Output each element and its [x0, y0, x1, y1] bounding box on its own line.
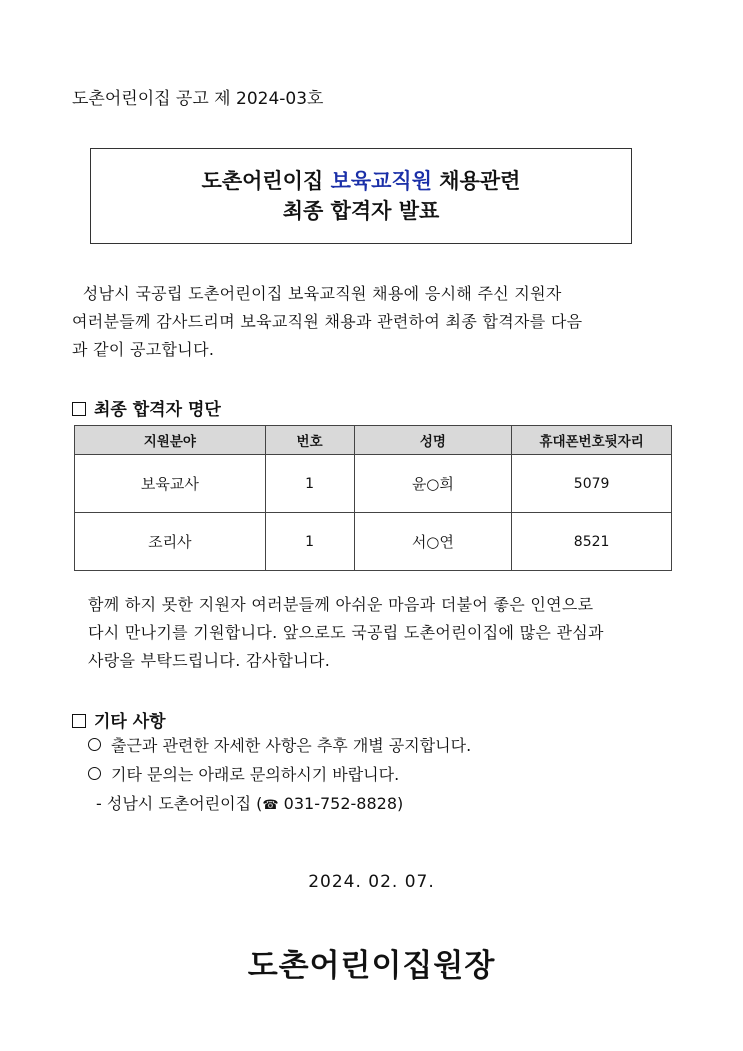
table-cell-phone: 8521 [512, 513, 672, 571]
telephone-icon: ☎ [262, 798, 279, 813]
table-header-number: 번호 [265, 426, 354, 455]
title-box [90, 148, 632, 244]
table-header-row [75, 426, 672, 455]
list-item [88, 731, 471, 760]
table-header-name: 성명 [354, 426, 512, 455]
title-text-pre: 도촌어린이집 [201, 169, 331, 193]
section-heading-etc [72, 707, 166, 732]
table-row [75, 513, 672, 571]
circle-bullet-icon [88, 738, 101, 751]
contact-phone: 031-752-8828) [278, 794, 404, 813]
table-row [75, 455, 672, 513]
results-table [74, 425, 672, 571]
title-line-1 [91, 166, 631, 196]
intro-line-3: 과 같이 공고합니다. [72, 340, 215, 359]
etc-item-2: 기타 문의는 아래로 문의하시기 바랍니다. [111, 765, 400, 784]
contact-prefix: - 성남시 도촌어린이집 ( [96, 794, 263, 813]
signature: 도촌어린이집원장 [247, 948, 496, 984]
table-cell-number: 1 [265, 455, 354, 513]
etc-item-1: 출근과 관련한 자세한 사항은 추후 개별 공지합니다. [111, 736, 472, 755]
table-cell-name: 서○연 [354, 513, 512, 571]
section-heading-etc-label: 기타 사항 [94, 712, 166, 732]
contact-line [88, 789, 471, 820]
intro-line-2: 여러분들께 감사드리며 보육교직원 채용과 관련하여 최종 합격자를 다음 [72, 312, 583, 331]
etc-list [88, 731, 471, 820]
closing-paragraph [88, 591, 678, 675]
section-heading-results [72, 395, 221, 420]
closing-line-1: 함께 하지 못한 지원자 여러분들께 아쉬운 마음과 더불어 좋은 인연으로 [88, 595, 594, 614]
table-cell-field: 조리사 [75, 513, 266, 571]
table-cell-name: 윤○희 [354, 455, 512, 513]
checkbox-square-icon [72, 714, 86, 728]
notice-date: 2024. 02. 07. [308, 872, 435, 892]
closing-line-2: 다시 만나기를 기원합니다. 앞으로도 국공립 도촌어린이집에 많은 관심과 [88, 623, 604, 642]
intro-line-1: 성남시 국공립 도촌어린이집 보육교직원 채용에 응시해 주신 지원자 [72, 284, 562, 303]
table-cell-field: 보육교사 [75, 455, 266, 513]
circle-bullet-icon [88, 767, 101, 780]
title-accent-text: 보육교직원 [330, 169, 432, 193]
title-line-2: 최종 합격자 발표 [282, 199, 440, 223]
table-header-field: 지원분야 [75, 426, 266, 455]
section-heading-results-label: 최종 합격자 명단 [94, 400, 221, 420]
table-cell-number: 1 [265, 513, 354, 571]
intro-paragraph [72, 280, 662, 364]
closing-line-3: 사랑을 부탁드립니다. 감사합니다. [88, 651, 331, 670]
title-text-post: 채용관련 [432, 169, 521, 193]
list-item [88, 760, 471, 789]
table-header-phone: 휴대폰번호뒷자리 [512, 426, 672, 455]
checkbox-square-icon [72, 402, 86, 416]
table-cell-phone: 5079 [512, 455, 672, 513]
notice-number: 도촌어린이집 공고 제 2024-03호 [72, 89, 324, 109]
